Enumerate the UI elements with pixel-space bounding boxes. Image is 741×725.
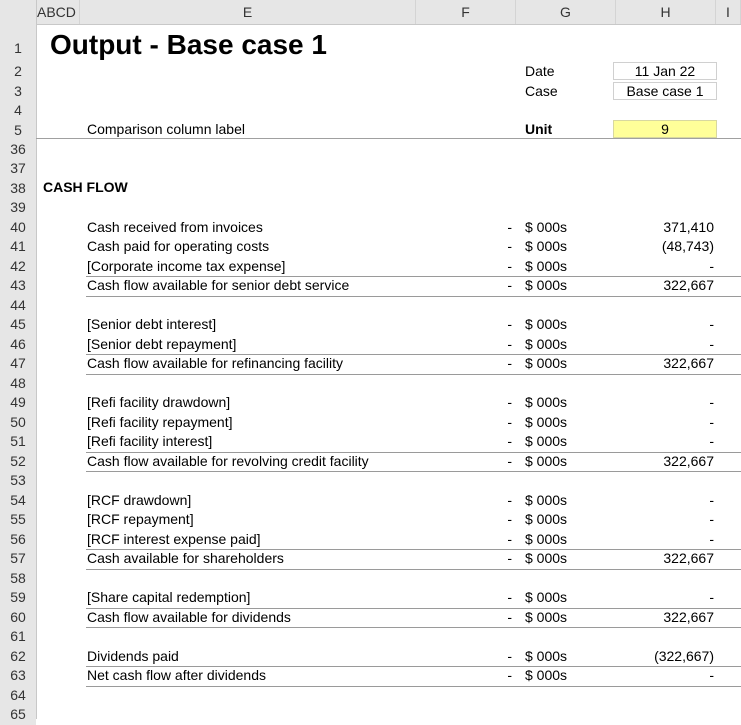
row-unit-cell[interactable]: $ 000s: [525, 355, 568, 371]
row-flag-cell[interactable]: -: [507, 647, 512, 664]
row-value-cell[interactable]: (48,743): [661, 238, 714, 254]
row-number[interactable]: 36: [0, 140, 36, 160]
row-flag-cell[interactable]: -: [507, 218, 512, 235]
column-header-h[interactable]: H: [616, 0, 716, 24]
row-unit-cell[interactable]: [525, 296, 605, 316]
row-label-cell[interactable]: [Senior debt interest]: [87, 316, 217, 332]
row-number[interactable]: 48: [0, 374, 36, 394]
row-number[interactable]: 60: [0, 608, 36, 628]
row-label-cell[interactable]: [87, 705, 487, 725]
row-value-cell[interactable]: -: [709, 433, 714, 449]
row-number[interactable]: 57: [0, 549, 36, 569]
row-unit-cell[interactable]: [525, 140, 605, 160]
row-value-cell[interactable]: [610, 159, 714, 179]
row-flag-cell[interactable]: -: [507, 238, 512, 254]
row-flag-cell[interactable]: -: [507, 530, 512, 547]
row-flag-cell[interactable]: [480, 179, 512, 199]
row-unit-cell[interactable]: [525, 627, 605, 647]
subtotal-top-border: [86, 666, 741, 667]
row-number[interactable]: 3: [14, 82, 22, 99]
row-flag-cell[interactable]: -: [507, 394, 512, 410]
row-value-cell[interactable]: 322,667: [663, 355, 714, 371]
row-unit-cell[interactable]: $ 000s: [525, 433, 568, 449]
row-unit-cell[interactable]: $ 000s: [525, 394, 568, 410]
row-flag-cell[interactable]: -: [507, 667, 512, 683]
row-label-cell[interactable]: [87, 686, 487, 706]
row-label-cell[interactable]: [87, 627, 487, 647]
row-label-cell[interactable]: [87, 569, 487, 589]
row-label-cell[interactable]: Cash received from invoices: [87, 218, 263, 235]
row-value-cell[interactable]: -: [709, 335, 714, 352]
row-unit-cell[interactable]: [525, 198, 605, 218]
row-value-cell[interactable]: [610, 374, 714, 394]
case-value-cell[interactable]: Base case 1: [613, 82, 717, 100]
row-label-cell[interactable]: [87, 374, 487, 394]
row-flag-cell[interactable]: -: [507, 511, 512, 527]
row-unit-cell[interactable]: $ 000s: [525, 530, 568, 547]
row-value-cell[interactable]: [610, 140, 714, 160]
row-value-cell[interactable]: [610, 686, 714, 706]
row-value-cell[interactable]: -: [709, 394, 714, 410]
row-unit-cell[interactable]: $ 000s: [525, 589, 568, 605]
row-number[interactable]: 43: [0, 276, 36, 296]
row-flag-cell[interactable]: -: [507, 335, 512, 352]
row-number[interactable]: 64: [0, 686, 36, 706]
row-flag-cell[interactable]: -: [507, 452, 512, 469]
page-title: Output - Base case 1: [50, 29, 327, 60]
column-header-e[interactable]: E: [80, 0, 416, 24]
row-label-cell[interactable]: Cash available for shareholders: [87, 550, 284, 566]
row-flag-cell[interactable]: -: [507, 608, 512, 625]
row-flag-cell[interactable]: [480, 159, 512, 179]
row-flag-cell[interactable]: [480, 686, 512, 706]
row-label-cell[interactable]: [RCF drawdown]: [87, 491, 192, 508]
row-unit-cell[interactable]: [525, 705, 605, 725]
row-flag-cell[interactable]: -: [507, 316, 512, 332]
row-number[interactable]: 56: [0, 530, 36, 550]
row-number[interactable]: 58: [0, 569, 36, 589]
row-value-cell[interactable]: -: [709, 667, 714, 683]
section-title: CASH FLOW: [43, 179, 128, 195]
row-value-cell[interactable]: [610, 705, 714, 725]
row-label-cell[interactable]: [87, 179, 487, 199]
column-header-i[interactable]: I: [716, 0, 741, 24]
row-label-cell[interactable]: [87, 198, 487, 218]
row-label-cell[interactable]: [RCF repayment]: [87, 511, 194, 527]
row-unit-cell[interactable]: [525, 374, 605, 394]
row-unit-cell[interactable]: $ 000s: [525, 335, 568, 352]
case-label: Case: [525, 82, 558, 99]
row-label-cell[interactable]: [Share capital redemption]: [87, 589, 251, 605]
row-label-cell[interactable]: [Refi facility repayment]: [87, 413, 233, 430]
row-flag-cell[interactable]: [480, 374, 512, 394]
row-unit-cell[interactable]: [525, 179, 605, 199]
unit-label: Unit: [525, 121, 553, 137]
row-value-cell[interactable]: -: [709, 257, 714, 274]
row-label-cell[interactable]: Cash flow available for senior debt service: [87, 277, 350, 293]
row-value-cell[interactable]: (322,667): [654, 647, 714, 664]
row-unit-cell[interactable]: $ 000s: [525, 452, 568, 469]
row-value-cell[interactable]: [610, 198, 714, 218]
row-label-cell[interactable]: [Refi facility drawdown]: [87, 394, 231, 410]
row-label-cell[interactable]: [87, 471, 487, 491]
select-all-corner[interactable]: [0, 0, 37, 24]
unit-value-cell[interactable]: 9: [613, 120, 717, 138]
subtotal-top-border: [86, 276, 741, 277]
row-number[interactable]: 1: [14, 40, 22, 56]
row-number[interactable]: 41: [0, 237, 36, 257]
row-flag-cell[interactable]: -: [507, 550, 512, 566]
row-number[interactable]: 4: [14, 102, 22, 118]
row-label-cell[interactable]: [Refi facility interest]: [87, 433, 213, 449]
row-number[interactable]: 39: [0, 198, 36, 218]
row-value-cell[interactable]: -: [709, 413, 714, 430]
row-value-cell[interactable]: 322,667: [663, 452, 714, 469]
row-flag-cell[interactable]: -: [507, 277, 512, 293]
row-flag-cell[interactable]: -: [507, 413, 512, 430]
row-flag-cell[interactable]: [480, 705, 512, 725]
row-number[interactable]: 45: [0, 315, 36, 335]
row-label-cell[interactable]: [87, 296, 487, 316]
row-value-cell[interactable]: 371,410: [663, 218, 714, 235]
row-number[interactable]: 59: [0, 588, 36, 608]
row-label-cell[interactable]: Dividends paid: [87, 647, 179, 664]
row-number[interactable]: 40: [0, 218, 36, 238]
row-flag-cell[interactable]: [480, 140, 512, 160]
row-unit-cell[interactable]: [525, 686, 605, 706]
row-number[interactable]: 37: [0, 159, 36, 179]
row-label-cell[interactable]: [87, 140, 487, 160]
row-label-cell[interactable]: Cash flow available for revolving credit facility: [87, 452, 369, 469]
row-unit-cell[interactable]: $ 000s: [525, 667, 568, 683]
row-number[interactable]: 42: [0, 257, 36, 277]
row-value-cell[interactable]: 322,667: [663, 277, 714, 293]
row-unit-cell[interactable]: $ 000s: [525, 491, 568, 508]
row-number[interactable]: 65: [0, 705, 36, 725]
row-number[interactable]: 53: [0, 471, 36, 491]
subtotal-top-border: [86, 354, 741, 355]
row-flag-cell[interactable]: [480, 198, 512, 218]
row-unit-cell[interactable]: $ 000s: [525, 647, 568, 664]
row-number[interactable]: 5: [14, 121, 22, 138]
comparison-column-label: Comparison column label: [87, 121, 245, 137]
column-header-f[interactable]: F: [416, 0, 516, 24]
row-flag-cell[interactable]: -: [507, 589, 512, 605]
row-label-cell[interactable]: Cash paid for operating costs: [87, 238, 270, 254]
row-label-cell[interactable]: [87, 159, 487, 179]
row-unit-cell[interactable]: [525, 471, 605, 491]
row-number[interactable]: 38: [0, 179, 36, 199]
row-number[interactable]: 51: [0, 432, 36, 452]
row-unit-cell[interactable]: $ 000s: [525, 277, 568, 293]
row-value-cell[interactable]: -: [709, 491, 714, 508]
row-unit-cell[interactable]: [525, 159, 605, 179]
subtotal-top-border: [86, 608, 741, 609]
row-flag-cell[interactable]: -: [507, 491, 512, 508]
row-value-cell[interactable]: [610, 296, 714, 316]
row-unit-cell[interactable]: $ 000s: [525, 316, 568, 332]
row-unit-cell[interactable]: $ 000s: [525, 257, 568, 274]
row-value-cell[interactable]: -: [709, 589, 714, 605]
row-number[interactable]: 44: [0, 296, 36, 316]
row-unit-cell[interactable]: $ 000s: [525, 608, 568, 625]
row-number[interactable]: 63: [0, 666, 36, 686]
row-flag-cell[interactable]: -: [507, 433, 512, 449]
date-label: Date: [525, 63, 555, 79]
row-value-cell[interactable]: [610, 471, 714, 491]
row-value-cell[interactable]: -: [709, 511, 714, 527]
row-value-cell[interactable]: [610, 627, 714, 647]
row-flag-cell[interactable]: -: [507, 257, 512, 274]
row-flag-cell[interactable]: [480, 296, 512, 316]
row-unit-cell[interactable]: $ 000s: [525, 218, 568, 235]
row-number[interactable]: 46: [0, 335, 36, 355]
column-header-abcd[interactable]: ABCD: [36, 0, 80, 24]
row-number[interactable]: 47: [0, 354, 36, 374]
row-flag-cell[interactable]: [480, 471, 512, 491]
subtotal-top-border: [86, 452, 741, 453]
date-value-cell[interactable]: 11 Jan 22: [613, 62, 717, 80]
row-value-cell[interactable]: [610, 569, 714, 589]
row-value-cell[interactable]: [610, 179, 714, 199]
row-label-cell[interactable]: [Senior debt repayment]: [87, 335, 237, 352]
row-label-cell[interactable]: Cash flow available for refinancing facility: [87, 355, 344, 371]
row-label-cell[interactable]: Cash flow available for dividends: [87, 608, 291, 625]
row-number[interactable]: 54: [0, 491, 36, 511]
row-value-cell[interactable]: 322,667: [663, 550, 714, 566]
row-unit-cell[interactable]: $ 000s: [525, 550, 568, 566]
row-label-cell[interactable]: Net cash flow after dividends: [87, 667, 266, 683]
row-unit-cell[interactable]: $ 000s: [525, 413, 568, 430]
row-flag-cell[interactable]: -: [507, 355, 512, 371]
subtotal-top-border: [86, 549, 741, 550]
row-flag-cell[interactable]: [480, 627, 512, 647]
row-number[interactable]: 2: [14, 63, 22, 79]
row-number[interactable]: 61: [0, 627, 36, 647]
row-value-cell[interactable]: 322,667: [663, 608, 714, 625]
row-number[interactable]: 55: [0, 510, 36, 530]
row-value-cell[interactable]: -: [709, 530, 714, 547]
row-flag-cell[interactable]: [480, 569, 512, 589]
column-header-bar: [0, 0, 741, 25]
row-number[interactable]: 49: [0, 393, 36, 413]
row-label-cell[interactable]: [Corporate income tax expense]: [87, 257, 286, 274]
row-label-cell[interactable]: [RCF interest expense paid]: [87, 530, 261, 547]
column-header-g[interactable]: G: [516, 0, 616, 24]
row-number[interactable]: 62: [0, 647, 36, 667]
row-value-cell[interactable]: -: [709, 316, 714, 332]
row-number[interactable]: 50: [0, 413, 36, 433]
row-unit-cell[interactable]: [525, 569, 605, 589]
row-number[interactable]: 52: [0, 452, 36, 472]
row-unit-cell[interactable]: $ 000s: [525, 238, 568, 254]
row-unit-cell[interactable]: $ 000s: [525, 511, 568, 527]
